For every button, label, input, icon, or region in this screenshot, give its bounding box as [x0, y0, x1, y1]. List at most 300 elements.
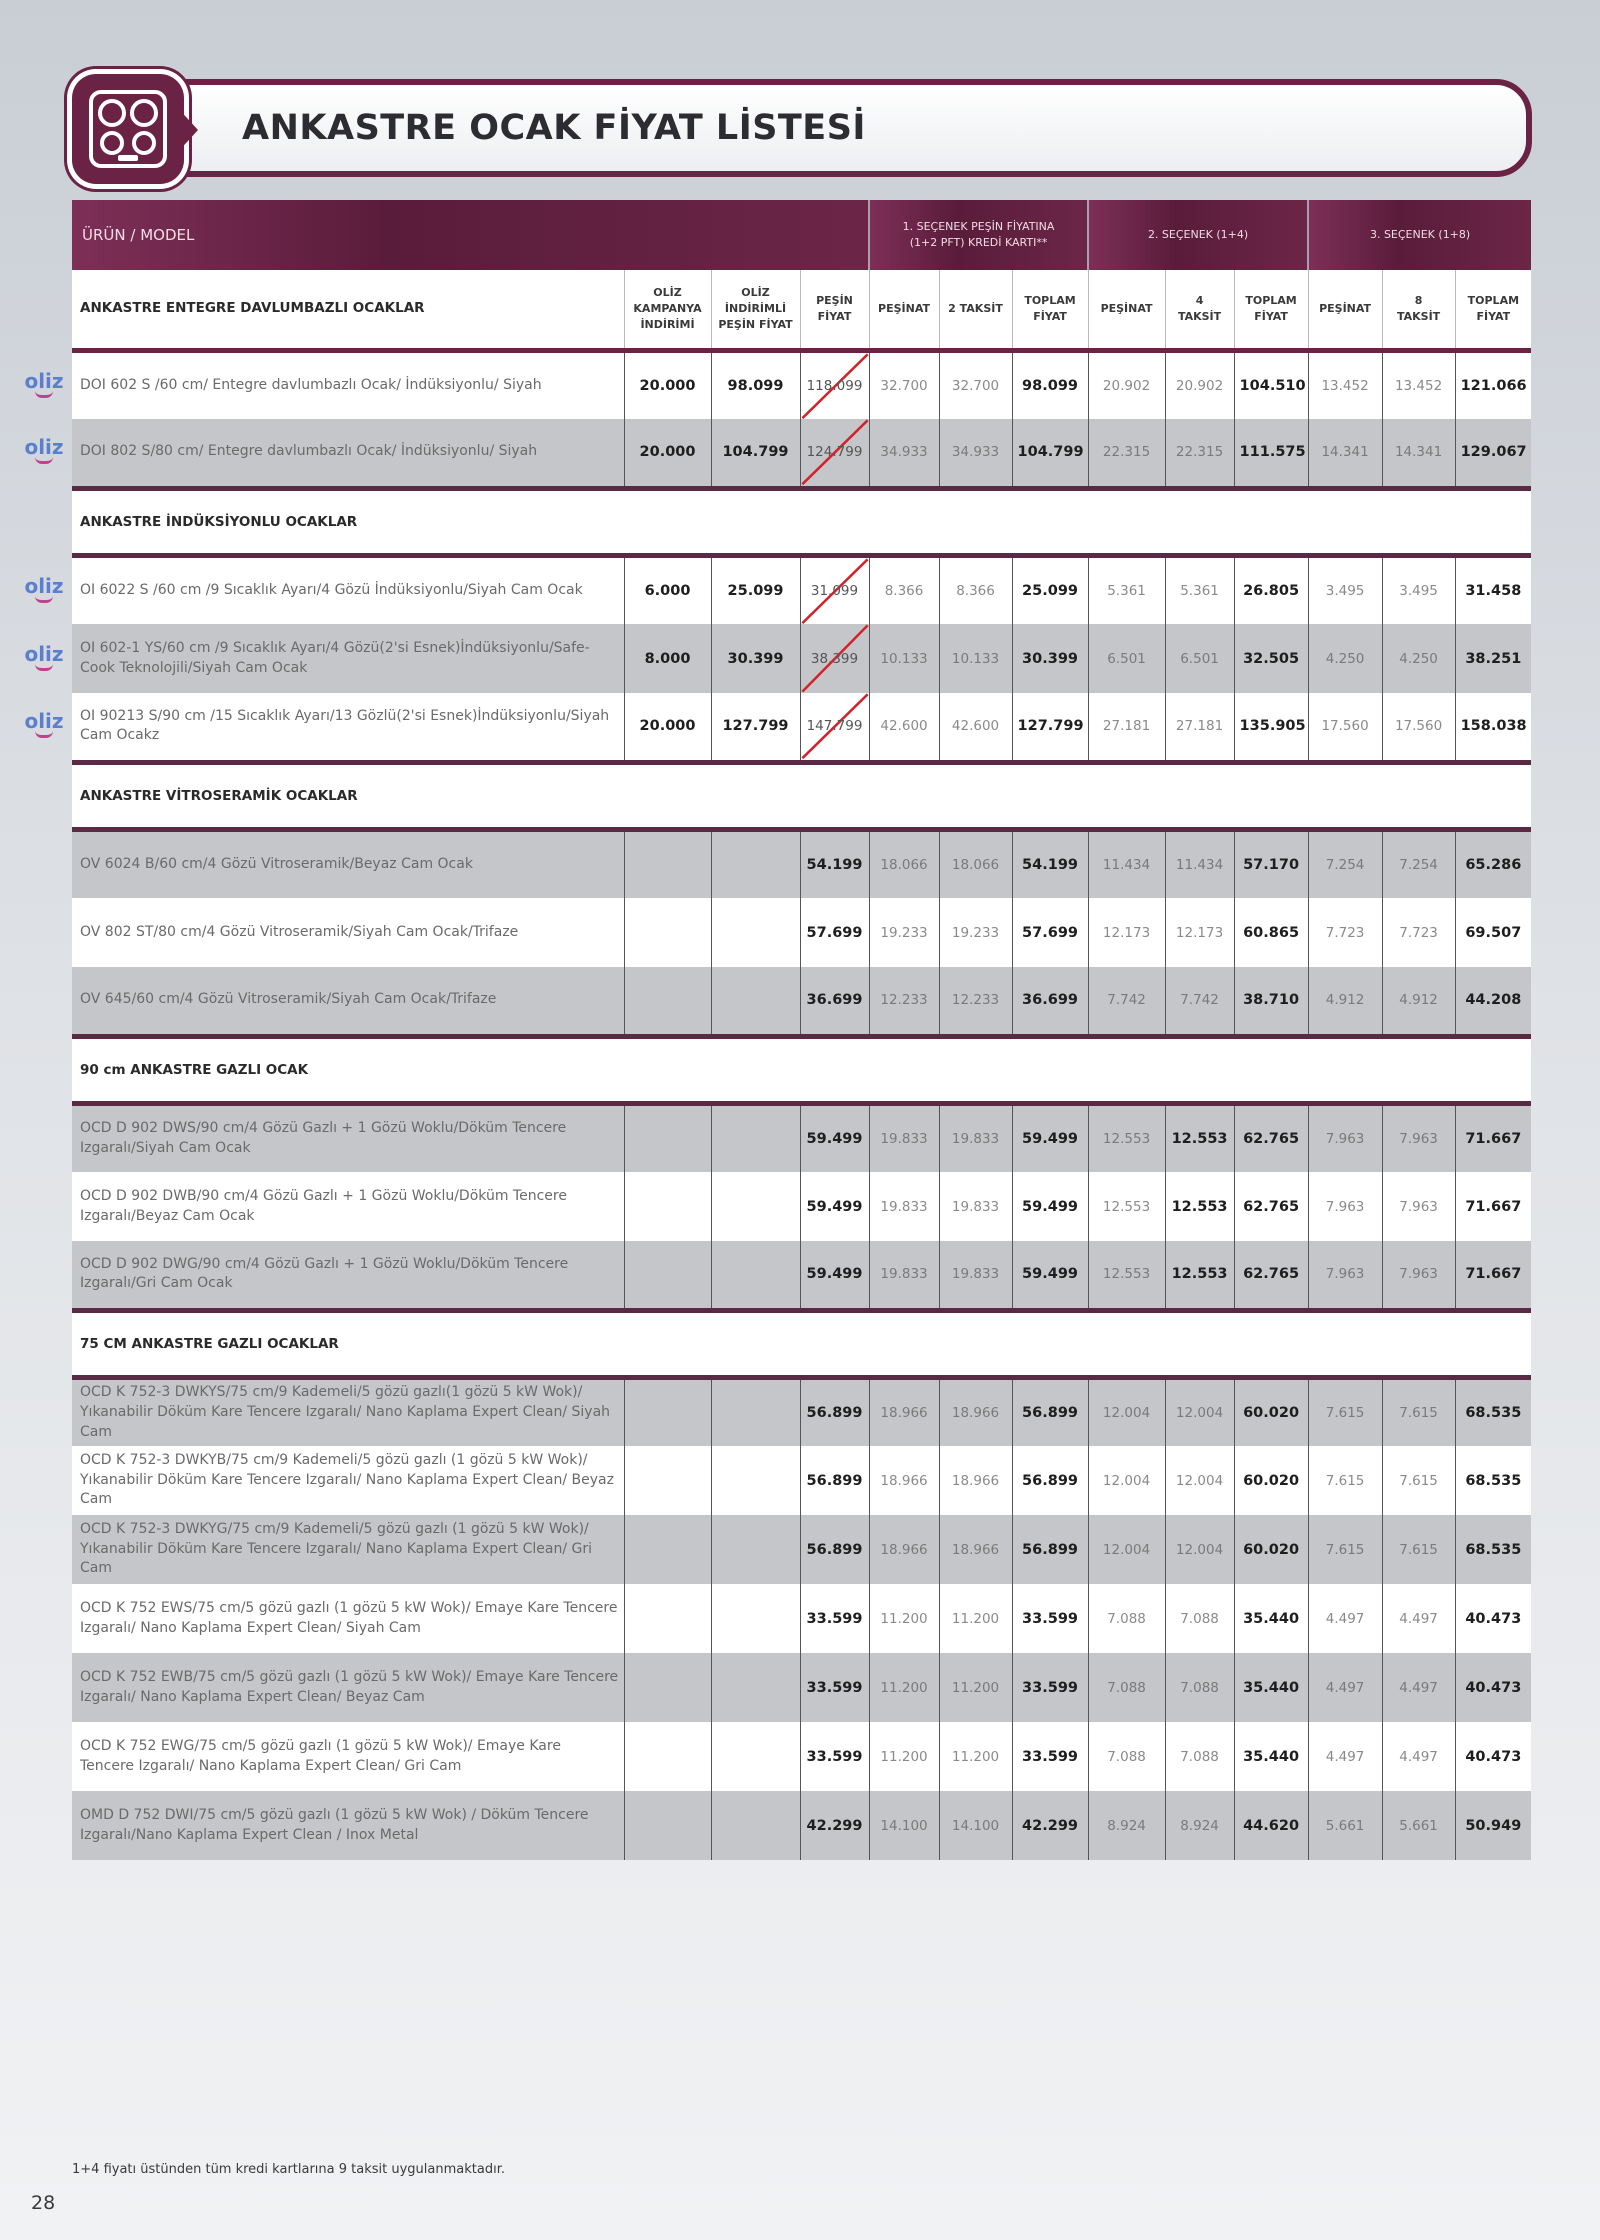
cash-price-cell: 56.899 [800, 1446, 869, 1515]
total-3-cell: 129.067 [1455, 419, 1531, 488]
installment-8-cell: 7.963 [1382, 1172, 1455, 1241]
campaign-discount-cell [624, 1515, 711, 1584]
total-1-cell: 56.899 [1012, 1377, 1088, 1446]
installment-4-cell: 12.553 [1165, 1241, 1234, 1310]
total-2-cell: 60.020 [1234, 1377, 1308, 1446]
model-name: OCD K 752 EWB/75 cm/5 gözü gazlı (1 gözü 5 kW Wok)/ Emaye Kare Tencere Izgaralı/ Nano Kaplama Expert Clean/ Beyaz Cam [80, 1668, 619, 1705]
cash-price-cell: 42.299 [800, 1791, 869, 1860]
discounted-price-cell [711, 898, 800, 967]
installment-4-cell: 12.004 [1165, 1446, 1234, 1515]
total-3-cell: 38.251 [1455, 624, 1531, 693]
installment-8-cell: 7.615 [1382, 1515, 1455, 1584]
total-1-cell: 127.799 [1012, 693, 1088, 762]
installment-2-cell: 12.233 [939, 967, 1012, 1036]
campaign-discount-cell: 20.000 [624, 419, 711, 488]
down-payment-2-cell: 7.742 [1088, 967, 1165, 1036]
column-header-toplam3: TOPLAM FİYAT [1455, 270, 1531, 350]
model-cell [72, 898, 624, 967]
discounted-price-cell [711, 1241, 800, 1310]
total-1-cell: 54.199 [1012, 829, 1088, 898]
total-1-cell: 59.499 [1012, 1172, 1088, 1241]
installment-4-cell: 12.553 [1165, 1103, 1234, 1172]
cooktop-icon [72, 74, 184, 184]
installment-8-cell: 7.615 [1382, 1377, 1455, 1446]
installment-8-cell: 4.497 [1382, 1584, 1455, 1653]
option3-header: 3. SEÇENEK (1+8) [1308, 200, 1531, 270]
section-title: ANKASTRE ENTEGRE DAVLUMBAZLI OCAKLAR [72, 270, 624, 350]
cash-price-cell: 59.499 [800, 1241, 869, 1310]
cash-price-cell: 54.199 [800, 829, 869, 898]
down-payment-3-cell: 13.452 [1308, 350, 1382, 419]
down-payment-1-cell: 10.133 [869, 624, 939, 693]
total-2-cell: 38.710 [1234, 967, 1308, 1036]
oliz-logo: oliz [24, 576, 64, 606]
model-cell [72, 1172, 624, 1241]
table-row [72, 350, 1531, 419]
installment-2-cell: 14.100 [939, 1791, 1012, 1860]
discounted-price-cell: 25.099 [711, 555, 800, 624]
campaign-discount-cell [624, 1722, 711, 1791]
down-payment-1-cell: 11.200 [869, 1653, 939, 1722]
table-row [72, 1791, 1531, 1860]
model-name: DOI 602 S /60 cm/ Entegre davlumbazlı Ocak/ İndüksiyonlu/ Siyah [80, 376, 542, 393]
discounted-price-cell [711, 1584, 800, 1653]
table-header-row [72, 200, 1531, 270]
down-payment-1-cell: 34.933 [869, 419, 939, 488]
discounted-price-cell [711, 1722, 800, 1791]
section-header-row [72, 1036, 1531, 1103]
total-2-cell: 62.765 [1234, 1241, 1308, 1310]
column-header-indirimli: OLİZ İNDİRİMLİ PEŞİN FİYAT [711, 270, 800, 350]
cash-price-cell: 36.699 [800, 967, 869, 1036]
column-header-toplam1: TOPLAM FİYAT [1012, 270, 1088, 350]
cash-price-cell: 59.499 [800, 1172, 869, 1241]
footnote: 1+4 fiyatı üstünden tüm kredi kartlarına 9 taksit uygulanmaktadır. [72, 2162, 505, 2177]
section-title: 75 CM ANKASTRE GAZLI OCAKLAR [72, 1310, 1531, 1377]
total-3-cell: 71.667 [1455, 1241, 1531, 1310]
down-payment-1-cell: 32.700 [869, 350, 939, 419]
cash-price-cell: 31.099 [800, 555, 869, 624]
down-payment-1-cell: 19.833 [869, 1172, 939, 1241]
total-2-cell: 135.905 [1234, 693, 1308, 762]
down-payment-2-cell: 7.088 [1088, 1653, 1165, 1722]
installment-4-cell: 22.315 [1165, 419, 1234, 488]
oliz-logo: oliz [24, 644, 64, 674]
down-payment-3-cell: 7.963 [1308, 1103, 1382, 1172]
down-payment-1-cell: 18.066 [869, 829, 939, 898]
down-payment-3-cell: 4.912 [1308, 967, 1382, 1036]
table-row [72, 419, 1531, 488]
discounted-price-cell [711, 829, 800, 898]
total-3-cell: 40.473 [1455, 1722, 1531, 1791]
cash-price-cell: 124.799 [800, 419, 869, 488]
table-row [72, 555, 1531, 624]
installment-4-cell: 27.181 [1165, 693, 1234, 762]
down-payment-1-cell: 8.366 [869, 555, 939, 624]
down-payment-1-cell: 18.966 [869, 1515, 939, 1584]
down-payment-3-cell: 4.497 [1308, 1653, 1382, 1722]
installment-2-cell: 19.833 [939, 1241, 1012, 1310]
installment-2-cell: 19.833 [939, 1103, 1012, 1172]
total-3-cell: 121.066 [1455, 350, 1531, 419]
page-title: ANKASTRE OCAK FİYAT LİSTESİ [242, 108, 866, 148]
campaign-discount-cell: 8.000 [624, 624, 711, 693]
campaign-discount-cell [624, 967, 711, 1036]
total-3-cell: 40.473 [1455, 1584, 1531, 1653]
installment-4-cell: 7.088 [1165, 1722, 1234, 1791]
discounted-price-cell [711, 1791, 800, 1860]
discounted-price-cell [711, 1103, 800, 1172]
table-row [72, 624, 1531, 693]
banner-arrow [176, 106, 198, 154]
model-name: OI 6022 S /60 cm /9 Sıcaklık Ayarı/4 Gözü İndüksiyonlu/Siyah Cam Ocak [80, 581, 583, 598]
option1-header: 1. SEÇENEK PEŞİN FİYATINA (1+2 PFT) KREDİ KARTI** [869, 200, 1088, 270]
section-header-row [72, 1310, 1531, 1377]
total-3-cell: 71.667 [1455, 1103, 1531, 1172]
total-3-cell: 71.667 [1455, 1172, 1531, 1241]
installment-8-cell: 5.661 [1382, 1791, 1455, 1860]
model-name: OCD K 752-3 DWKYG/75 cm/9 Kademeli/5 gözü gazlı (1 gözü 5 kW Wok)/ Yıkanabilir Döküm Kare Tencere Izgaralı/ Nano Kaplama Expert Clean/ Gri Cam [80, 1521, 593, 1577]
oliz-logo: oliz [24, 437, 64, 467]
campaign-discount-cell: 20.000 [624, 350, 711, 419]
installment-8-cell: 4.912 [1382, 967, 1455, 1036]
discounted-price-cell: 127.799 [711, 693, 800, 762]
cash-price-cell: 118.099 [800, 350, 869, 419]
table-row [72, 1584, 1531, 1653]
campaign-discount-cell: 6.000 [624, 555, 711, 624]
total-2-cell: 44.620 [1234, 1791, 1308, 1860]
model-cell [72, 829, 624, 898]
campaign-discount-cell [624, 829, 711, 898]
campaign-discount-cell [624, 1103, 711, 1172]
total-3-cell: 40.473 [1455, 1653, 1531, 1722]
model-name: OCD D 902 DWG/90 cm/4 Gözü Gazlı + 1 Gözü Woklu/Döküm Tencere Izgaralı/Gri Cam Ocak [80, 1255, 569, 1292]
total-3-cell: 69.507 [1455, 898, 1531, 967]
campaign-discount-cell [624, 1653, 711, 1722]
model-name: OV 6024 B/60 cm/4 Gözü Vitroseramik/Beyaz Cam Ocak [80, 855, 473, 872]
down-payment-1-cell: 12.233 [869, 967, 939, 1036]
model-cell [72, 1791, 624, 1860]
total-2-cell: 60.865 [1234, 898, 1308, 967]
column-header-pesin_fiyat: PEŞİN FİYAT [800, 270, 869, 350]
table-row [72, 1653, 1531, 1722]
installment-2-cell: 18.966 [939, 1446, 1012, 1515]
installment-2-cell: 19.233 [939, 898, 1012, 967]
total-1-cell: 33.599 [1012, 1653, 1088, 1722]
table-row [72, 898, 1531, 967]
down-payment-3-cell: 7.963 [1308, 1172, 1382, 1241]
cash-price-cell: 147.799 [800, 693, 869, 762]
model-cell [72, 1515, 624, 1584]
total-3-cell: 65.286 [1455, 829, 1531, 898]
installment-8-cell: 4.250 [1382, 624, 1455, 693]
installment-4-cell: 11.434 [1165, 829, 1234, 898]
campaign-discount-cell: 20.000 [624, 693, 711, 762]
down-payment-1-cell: 14.100 [869, 1791, 939, 1860]
total-1-cell: 57.699 [1012, 898, 1088, 967]
table-row [72, 1722, 1531, 1791]
installment-8-cell: 7.723 [1382, 898, 1455, 967]
down-payment-3-cell: 5.661 [1308, 1791, 1382, 1860]
down-payment-2-cell: 12.553 [1088, 1172, 1165, 1241]
table-row [72, 829, 1531, 898]
installment-4-cell: 12.004 [1165, 1377, 1234, 1446]
oliz-logo: oliz [24, 711, 64, 741]
model-cell [24, 624, 624, 693]
campaign-discount-cell [624, 1446, 711, 1515]
model-name: OCD D 902 DWS/90 cm/4 Gözü Gazlı + 1 Gözü Woklu/Döküm Tencere Izgaralı/Siyah Cam Ocak [80, 1120, 567, 1156]
installment-4-cell: 12.553 [1165, 1172, 1234, 1241]
cash-price-cell: 33.599 [800, 1722, 869, 1791]
model-cell [72, 1584, 624, 1653]
total-2-cell: 35.440 [1234, 1584, 1308, 1653]
down-payment-3-cell: 7.615 [1308, 1446, 1382, 1515]
total-2-cell: 26.805 [1234, 555, 1308, 624]
down-payment-2-cell: 12.553 [1088, 1103, 1165, 1172]
down-payment-1-cell: 11.200 [869, 1584, 939, 1653]
model-cell [72, 1653, 624, 1722]
installment-8-cell: 4.497 [1382, 1653, 1455, 1722]
discounted-price-cell: 104.799 [711, 419, 800, 488]
total-3-cell: 68.535 [1455, 1446, 1531, 1515]
total-1-cell: 36.699 [1012, 967, 1088, 1036]
installment-8-cell: 14.341 [1382, 419, 1455, 488]
model-name: OI 602-1 YS/60 cm /9 Sıcaklık Ayarı/4 Gözü(2'si Esnek)İndüksiyonlu/Safe-Cook Teknolojili/Siyah Cam Ocak [80, 639, 590, 676]
column-header-taksit4: 4 TAKSİT [1165, 270, 1234, 350]
section-header-row [72, 488, 1531, 555]
model-cell [72, 1446, 624, 1515]
table-row [72, 1103, 1531, 1172]
table-row [72, 1446, 1531, 1515]
column-header-taksit2: 2 TAKSİT [939, 270, 1012, 350]
installment-4-cell: 20.902 [1165, 350, 1234, 419]
model-name: OCD K 752 EWG/75 cm/5 gözü gazlı (1 gözü 5 kW Wok)/ Emaye Kare Tencere Izgaralı/ Nano Kaplama Expert Clean/ Gri Cam [80, 1737, 561, 1774]
table-row [72, 1241, 1531, 1310]
cash-price-cell: 59.499 [800, 1103, 869, 1172]
installment-4-cell: 7.742 [1165, 967, 1234, 1036]
discounted-price-cell [711, 967, 800, 1036]
model-name: OI 90213 S/90 cm /15 Sıcaklık Ayarı/13 Gözlü(2'si Esnek)İndüksiyonlu/Siyah Cam Ocakz [80, 707, 610, 744]
installment-8-cell: 3.495 [1382, 555, 1455, 624]
column-header-taksit8: 8 TAKSİT [1382, 270, 1455, 350]
down-payment-2-cell: 22.315 [1088, 419, 1165, 488]
total-2-cell: 62.765 [1234, 1172, 1308, 1241]
column-header-pesinat3: PEŞİNAT [1308, 270, 1382, 350]
installment-2-cell: 18.066 [939, 829, 1012, 898]
model-cell [24, 555, 624, 624]
installment-2-cell: 11.200 [939, 1584, 1012, 1653]
installment-2-cell: 11.200 [939, 1722, 1012, 1791]
model-name: OV 645/60 cm/4 Gözü Vitroseramik/Siyah Cam Ocak/Trifaze [80, 991, 497, 1008]
cash-price-cell: 56.899 [800, 1377, 869, 1446]
column-header-toplam2: TOPLAM FİYAT [1234, 270, 1308, 350]
total-2-cell: 32.505 [1234, 624, 1308, 693]
discounted-price-cell: 98.099 [711, 350, 800, 419]
installment-4-cell: 7.088 [1165, 1653, 1234, 1722]
campaign-discount-cell [624, 1791, 711, 1860]
price-table [24, 200, 1531, 1860]
total-1-cell: 30.399 [1012, 624, 1088, 693]
total-1-cell: 59.499 [1012, 1241, 1088, 1310]
model-name: OCD K 752-3 DWKYS/75 cm/9 Kademeli/5 gözü gazlı(1 gözü 5 kW Wok)/ Yıkanabilir Döküm Kare Tencere Izgaralı/ Nano Kaplama Expert Clean/ Siyah Cam [80, 1384, 611, 1440]
installment-4-cell: 12.004 [1165, 1515, 1234, 1584]
down-payment-2-cell: 11.434 [1088, 829, 1165, 898]
down-payment-2-cell: 12.004 [1088, 1446, 1165, 1515]
down-payment-1-cell: 11.200 [869, 1722, 939, 1791]
down-payment-3-cell: 7.254 [1308, 829, 1382, 898]
total-1-cell: 25.099 [1012, 555, 1088, 624]
down-payment-2-cell: 7.088 [1088, 1584, 1165, 1653]
installment-4-cell: 5.361 [1165, 555, 1234, 624]
down-payment-2-cell: 20.902 [1088, 350, 1165, 419]
total-3-cell: 44.208 [1455, 967, 1531, 1036]
table-row [72, 693, 1531, 762]
model-cell [72, 1103, 624, 1172]
model-name: OCD K 752 EWS/75 cm/5 gözü gazlı (1 gözü 5 kW Wok)/ Emaye Kare Tencere Izgaralı/ Nano Kaplama Expert Clean/ Siyah Cam [80, 1599, 618, 1636]
down-payment-1-cell: 18.966 [869, 1446, 939, 1515]
total-1-cell: 56.899 [1012, 1515, 1088, 1584]
total-2-cell: 62.765 [1234, 1103, 1308, 1172]
total-1-cell: 42.299 [1012, 1791, 1088, 1860]
down-payment-3-cell: 4.250 [1308, 624, 1382, 693]
down-payment-2-cell: 6.501 [1088, 624, 1165, 693]
installment-2-cell: 8.366 [939, 555, 1012, 624]
section-title: ANKASTRE İNDÜKSİYONLU OCAKLAR [72, 488, 1531, 555]
installment-2-cell: 34.933 [939, 419, 1012, 488]
installment-8-cell: 7.254 [1382, 829, 1455, 898]
model-name: OV 802 ST/80 cm/4 Gözü Vitroseramik/Siyah Cam Ocak/Trifaze [80, 923, 519, 940]
installment-8-cell: 7.963 [1382, 1103, 1455, 1172]
installment-4-cell: 7.088 [1165, 1584, 1234, 1653]
total-2-cell: 111.575 [1234, 419, 1308, 488]
installment-2-cell: 11.200 [939, 1653, 1012, 1722]
total-2-cell: 35.440 [1234, 1722, 1308, 1791]
total-3-cell: 68.535 [1455, 1377, 1531, 1446]
down-payment-2-cell: 27.181 [1088, 693, 1165, 762]
total-1-cell: 33.599 [1012, 1722, 1088, 1791]
cash-price-cell: 33.599 [800, 1584, 869, 1653]
model-cell [72, 1377, 624, 1446]
total-3-cell: 50.949 [1455, 1791, 1531, 1860]
down-payment-2-cell: 7.088 [1088, 1722, 1165, 1791]
total-3-cell: 158.038 [1455, 693, 1531, 762]
model-cell [72, 1722, 624, 1791]
total-1-cell: 56.899 [1012, 1446, 1088, 1515]
down-payment-3-cell: 3.495 [1308, 555, 1382, 624]
model-cell [72, 1241, 624, 1310]
option2-header: 2. SEÇENEK (1+4) [1088, 200, 1308, 270]
page-number: 28 [31, 2192, 56, 2214]
installment-2-cell: 10.133 [939, 624, 1012, 693]
down-payment-2-cell: 12.553 [1088, 1241, 1165, 1310]
down-payment-3-cell: 4.497 [1308, 1584, 1382, 1653]
down-payment-2-cell: 12.173 [1088, 898, 1165, 967]
cash-price-cell: 56.899 [800, 1515, 869, 1584]
down-payment-2-cell: 12.004 [1088, 1515, 1165, 1584]
section-title: 90 cm ANKASTRE GAZLI OCAK [72, 1036, 1531, 1103]
discounted-price-cell [711, 1653, 800, 1722]
campaign-discount-cell [624, 1172, 711, 1241]
down-payment-3-cell: 4.497 [1308, 1722, 1382, 1791]
column-header-pesinat2: PEŞİNAT [1088, 270, 1165, 350]
table-row [72, 967, 1531, 1036]
total-2-cell: 104.510 [1234, 350, 1308, 419]
section-header-row [72, 762, 1531, 829]
cash-price-cell: 33.599 [800, 1653, 869, 1722]
cash-price-cell: 57.699 [800, 898, 869, 967]
down-payment-1-cell: 42.600 [869, 693, 939, 762]
campaign-discount-cell [624, 898, 711, 967]
column-header-row [72, 270, 1531, 350]
oliz-logo: oliz [24, 371, 64, 401]
total-3-cell: 68.535 [1455, 1515, 1531, 1584]
table-row [72, 1515, 1531, 1584]
total-3-cell: 31.458 [1455, 555, 1531, 624]
model-cell [24, 419, 624, 488]
model-header: ÜRÜN / MODEL [72, 200, 869, 270]
down-payment-1-cell: 19.233 [869, 898, 939, 967]
total-2-cell: 35.440 [1234, 1653, 1308, 1722]
cash-price-cell: 38.399 [800, 624, 869, 693]
discounted-price-cell [711, 1446, 800, 1515]
total-1-cell: 33.599 [1012, 1584, 1088, 1653]
down-payment-3-cell: 14.341 [1308, 419, 1382, 488]
installment-2-cell: 19.833 [939, 1172, 1012, 1241]
installment-2-cell: 18.966 [939, 1377, 1012, 1446]
table-row [72, 1377, 1531, 1446]
campaign-discount-cell [624, 1377, 711, 1446]
campaign-discount-cell [624, 1584, 711, 1653]
discounted-price-cell: 30.399 [711, 624, 800, 693]
down-payment-2-cell: 8.924 [1088, 1791, 1165, 1860]
down-payment-1-cell: 19.833 [869, 1241, 939, 1310]
total-1-cell: 59.499 [1012, 1103, 1088, 1172]
installment-2-cell: 18.966 [939, 1515, 1012, 1584]
table-row [72, 1172, 1531, 1241]
total-1-cell: 98.099 [1012, 350, 1088, 419]
column-header-pesinat1: PEŞİNAT [869, 270, 939, 350]
total-2-cell: 60.020 [1234, 1446, 1308, 1515]
campaign-discount-cell [624, 1241, 711, 1310]
down-payment-3-cell: 7.615 [1308, 1515, 1382, 1584]
installment-8-cell: 17.560 [1382, 693, 1455, 762]
down-payment-3-cell: 17.560 [1308, 693, 1382, 762]
model-name: OCD K 752-3 DWKYB/75 cm/9 Kademeli/5 gözü gazlı (1 gözü 5 kW Wok)/ Yıkanabilir Döküm Kare Tencere Izgaralı/ Nano Kaplama Expert Clean/ Beyaz Cam [80, 1452, 614, 1508]
down-payment-2-cell: 12.004 [1088, 1377, 1165, 1446]
installment-8-cell: 7.963 [1382, 1241, 1455, 1310]
installment-4-cell: 6.501 [1165, 624, 1234, 693]
down-payment-1-cell: 19.833 [869, 1103, 939, 1172]
section-title: ANKASTRE VİTROSERAMİK OCAKLAR [72, 762, 1531, 829]
down-payment-1-cell: 18.966 [869, 1377, 939, 1446]
model-cell [24, 350, 624, 419]
total-1-cell: 104.799 [1012, 419, 1088, 488]
installment-8-cell: 7.615 [1382, 1446, 1455, 1515]
model-name: OCD D 902 DWB/90 cm/4 Gözü Gazlı + 1 Gözü Woklu/Döküm Tencere Izgaralı/Beyaz Cam Ocak [80, 1187, 567, 1224]
discounted-price-cell [711, 1377, 800, 1446]
model-cell [72, 967, 624, 1036]
installment-2-cell: 32.700 [939, 350, 1012, 419]
down-payment-2-cell: 5.361 [1088, 555, 1165, 624]
model-name: DOI 802 S/80 cm/ Entegre davlumbazlı Ocak/ İndüksiyonlu/ Siyah [80, 443, 538, 460]
discounted-price-cell [711, 1515, 800, 1584]
discounted-price-cell [711, 1172, 800, 1241]
installment-8-cell: 13.452 [1382, 350, 1455, 419]
total-2-cell: 57.170 [1234, 829, 1308, 898]
down-payment-3-cell: 7.615 [1308, 1377, 1382, 1446]
down-payment-3-cell: 7.723 [1308, 898, 1382, 967]
installment-8-cell: 4.497 [1382, 1722, 1455, 1791]
